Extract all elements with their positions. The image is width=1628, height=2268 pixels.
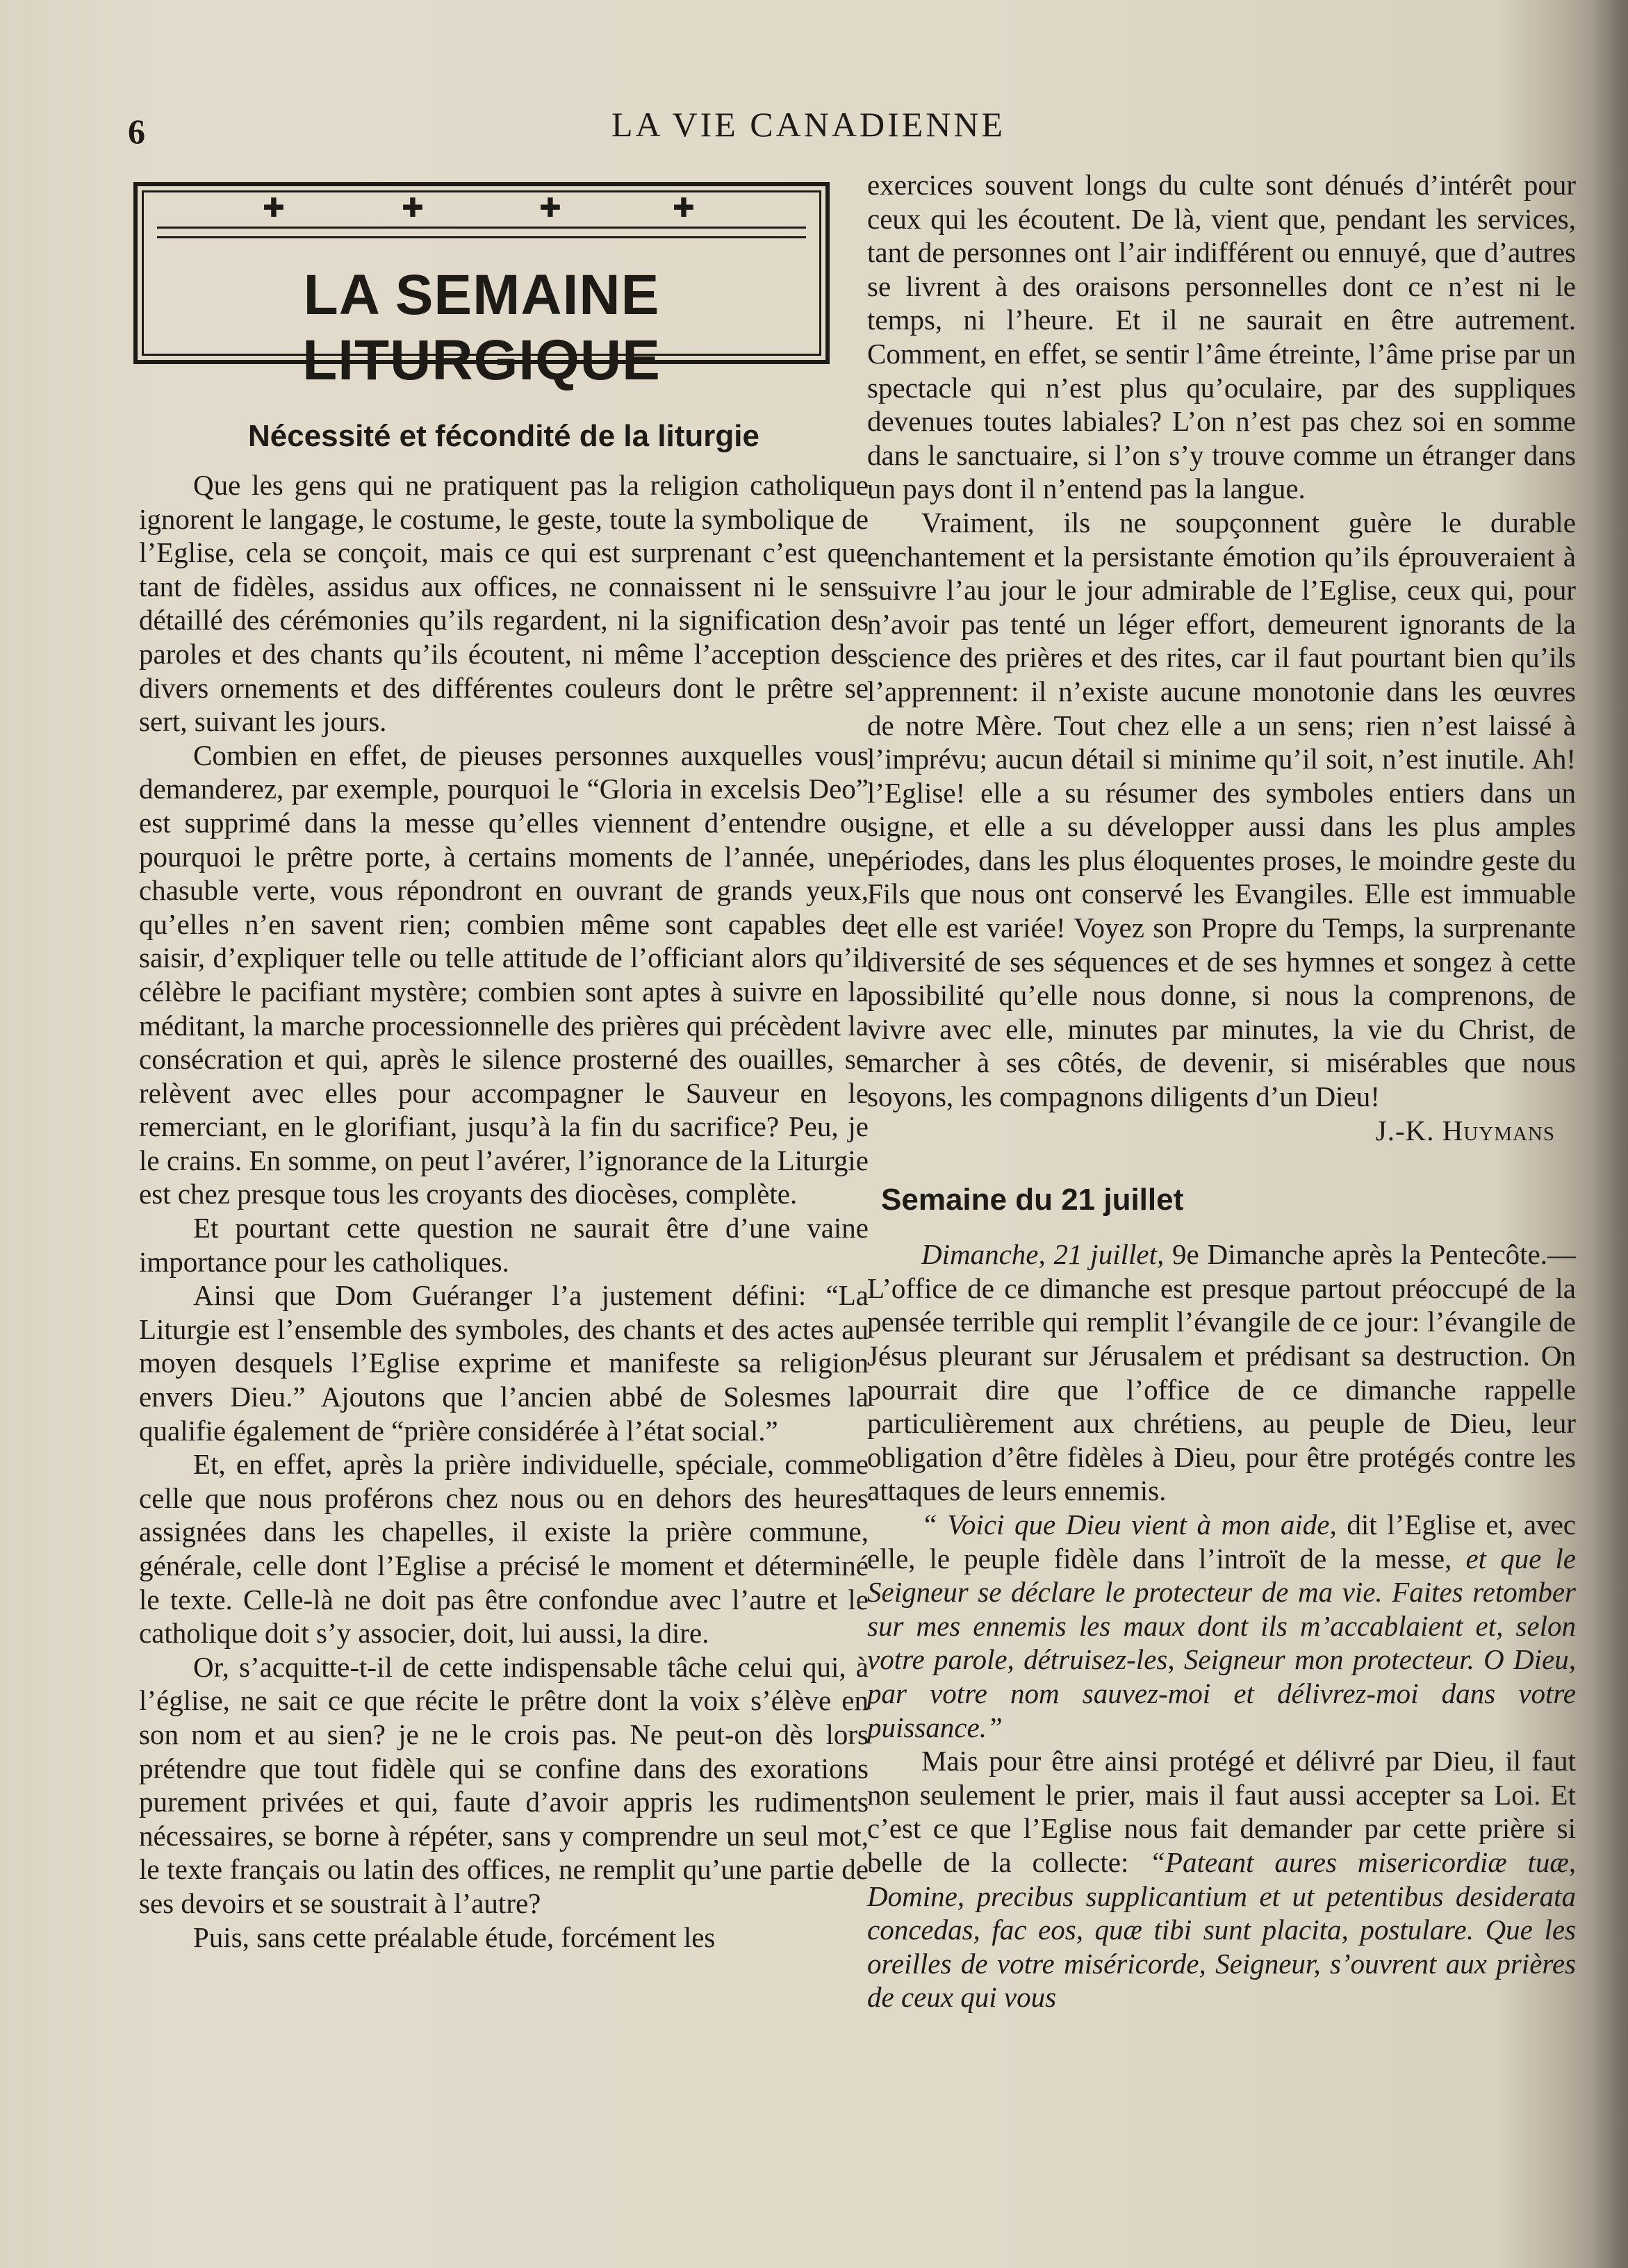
section2-title: Semaine du 21 juillet [881,1183,1184,1217]
paragraph: Combien en effet, de pieuses personnes auxquelles vous demanderez, par exemple, pourquoi le “Gloria in excelsis Deo” est supprimé dans la messe qu’elles viennent d’entendre ou pourquoi le prêtre porte, à certains moments de l’année, une chasuble verte, vous répondront en ouvrant de grands yeux, qu’elles n’en savent rien; combien même sont capables de saisir, d’expliquer telle ou telle attitude de l’officiant alors qu’il célèbre le pacifiant mystère; combien sont aptes à suivre en la méditant, la marche processionnelle des prières qui précèdent la consécration et qui, après le silence prosterné des ouailles, se relèvent avec elles pour accompagner le Sauveur en le remerciant, en le glorifiant, jusqu’à la fin du sacrifice? Peu, je le crains. En somme, on peut l’avérer, l’ignorance de la Liturgie est chez presque tous les croyants des diocèses, complète. [139,739,869,1210]
paragraph: Vraiment, ils ne soupçonnent guère le durable enchantement et la persistante émotion qu’ils éprouveraient à suivre l’au jour le jour admirable de l’Eglise, ceux qui, pour n’avoir pas tenté un léger effort, demeurent ignorants de la science des prières et des rites, car il faut pourtant bien qu’ils l’apprennent: il n’existe aucune monotonie dans les œuvres de notre Mère. Tout chez elle a un sens; rien n’est laissé à l’imprévu; aucun détail si minime qu’il soit, n’est inutile. Ah! l’Eglise! elle a su résumer des symboles entiers dans un signe, et elle a su développer aussi dans les plus amples périodes, dans les plus éloquentes proses, le moindre geste du Fils que nous ont conservé les Evangiles. Elle est immuable et elle est variée! Voyez son Propre du Temps, la surprenante diversité de ses séquences et de ses hymnes et songez à cette possibilité qu’elle nous donne, si nous la comprenons, de vivre avec elle, minutes par minutes, la vie du Christ, de marcher à ses côtés, de devenir, si misérables que nous soyons, les compagnons diligents d’un Dieu! [867,506,1576,1113]
paragraph: exercices souvent longs du culte sont dénués d’intérêt pour ceux qui les écoutent. De là, vient que, pendant les services, tant de personnes ont l’air indifférent ou ennuyé, que d’autres se livrent à des oraisons personnelles dont ce n’est ni le temps, ni l’heure. Et il ne saurait en être autrement. Comment, en effet, se sentir l’âme étreinte, l’âme prise par un spectacle qui n’est plus qu’oculaire, par des suppliques devenues toutes labiales? L’on n’est pas chez soi en somme dans le sanctuaire, si l’on s’y trouve comme un étranger dans un pays dont il n’entend pas la langue. [867,169,1576,505]
signature-initials: J.-K. [1375,1114,1435,1147]
header-rule [157,227,806,229]
cross-icon: ✚ [539,194,561,223]
page-number: 6 [128,112,145,151]
paragraph: Que les gens qui ne pratiquent pas la religion catholique ignorent le langage, le costume, le geste, toute la symbolique de l’Eglise, cela se conçoit, mais ce qui est surprenant c’est que tant de fidèles, assidus aux offices, ne connaissent ni le sens détaillé des cérémonies qu’ils regardent, ni la signification des paroles et des chants qu’ils écoutent, ni même l’acception des divers ornements et des différentes couleurs dont le prêtre se sert, suivant les jours. [139,469,869,738]
paragraph-text: dit l’Eglise et, avec elle, le peuple fidèle dans l’introït de la messe, [867,1508,1576,1575]
cross-icon: ✚ [673,194,695,223]
paragraph [867,1744,1576,2014]
quote-text: et que le Seigneur se déclare le protecteur de ma vie. Faites retomber sur mes ennemis les maux dont ils m’accablaient et, selon votre parole, détruisez-les, Seigneur mon protecteur. O Dieu, par votre nom sauvez-moi et délivrez-moi dans votre puissance.” [867,1542,1576,1743]
section-title: LA SEMAINE LITURGIQUE [302,263,661,392]
paragraph-text: 9e Dimanche après la Pentecôte.—L’office de ce dimanche est presque partout préoccupé de la pensée terrible qui remplit l’évangile de ce jour: l’évangile de Jésus pleurant sur Jérusalem et prédisant sa destruction. On pourrait dire que l’office de ce dimanche rappelle particulièrement aux chrétiens, au peuple de Dieu, leur obligation d’être fidèles à Dieu, pour être protégés contre les attaques de leurs ennemis. [867,1238,1576,1507]
paragraph: Et, en effet, après la prière individuelle, spéciale, comme celle que nous proférons chez nous ou en dehors des heures assignées dans les chapelles, il existe la prière commune, générale, celle dont l’Eglise a précisé le moment et déterminé le texte. Celle-là ne doit pas être confondue avec l’autre et le catholique doit s’y associer, doit, lui aussi, la dire. [139,1448,869,1650]
left-column [139,417,869,1954]
right-column [867,168,1576,2014]
header-rule [157,236,806,238]
paragraph: Ainsi que Dom Guéranger l’a justement défini: “La Liturgie est l’ensemble des symboles, des chants et des actes au moyen desquels l’Eglise exprime et manifeste sa religion envers Dieu.” Ajoutons que l’ancien abbé de Solesmes la qualifie également de “prière considérée à l’état social.” [139,1279,869,1447]
running-head: LA VIE CANADIENNE [611,105,1006,144]
quote-text: “ Voici que Dieu vient à mon aide, [921,1508,1337,1540]
paragraph: Puis, sans cette préalable étude, forcément les [193,1921,716,1953]
paragraph-text: Mais pour être ainsi protégé et délivré par Dieu, il faut non seulement le prier, mais il faut aussi accepter sa Loi. Et c’est ce que l’Eglise nous fait demander par cette prière si belle de la collecte: [867,1745,1576,1878]
quote-text: “Pateant aures misericordiæ tuæ, Domine, precibus supplicantium et ut petentibus desiderata concedas, fac eos, quæ tibi sunt placita, postulare. Que les oreilles de votre miséricorde, Seigneur, s’ouvrent aux prières de ceux qui vous [867,1846,1576,2014]
cross-icon: ✚ [402,194,424,223]
paragraph [867,1508,1576,1744]
paragraph: Et pourtant cette question ne saurait être d’une vaine importance pour les catholiques. [139,1212,869,1278]
page-edge-shadow [1592,0,1628,2268]
signature [867,1114,1576,1148]
article-title: Nécessité et fécondité de la liturgie [247,419,759,453]
header-crosses [138,195,825,222]
paragraph: Or, s’acquitte-t-il de cette indispensable tâche celui qui, à l’église, ne sait ce que récite le prêtre dont la voix s’élève en son nom et au sien? je ne le crois pas. Ne peut-on dès lors prétendre que tout fidèle qui se confine dans des exorations purement privées et qui, faute d’avoir appris les rudiments nécessaires, se borne à répéter, sans y comprendre un seul mot, le texte français ou latin des offices, ne remplit qu’une partie de ses devoirs et se soustrait à l’autre? [139,1650,869,1919]
paragraph [867,1238,1576,1508]
section-header-box [133,182,830,392]
signature-name: Huymans [1442,1114,1555,1147]
cross-icon: ✚ [263,194,285,223]
date-label: Dimanche, 21 juillet, [921,1238,1165,1271]
